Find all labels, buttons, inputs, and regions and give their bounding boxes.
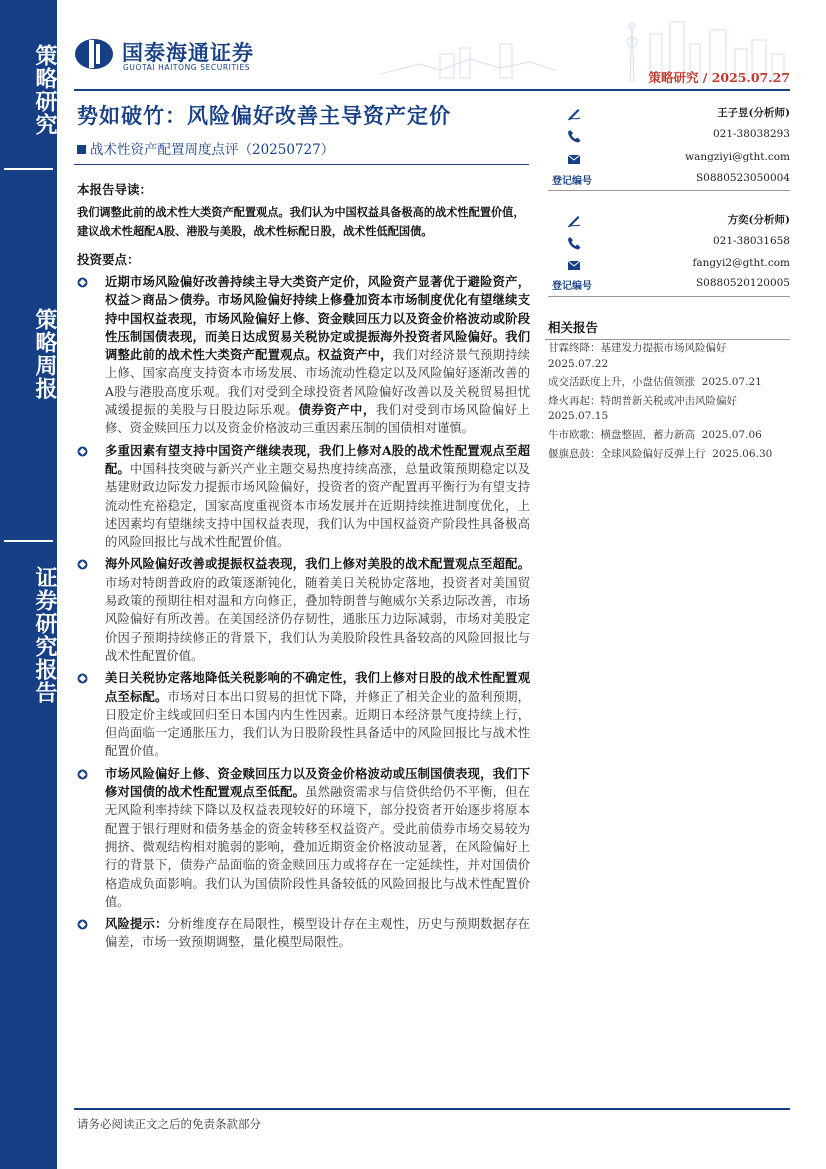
pen-icon	[566, 105, 582, 121]
company-logo-icon	[74, 38, 114, 70]
analyst-name-row	[548, 212, 790, 230]
sidebar-label-securities-report: 证券研究报告	[32, 566, 57, 704]
sidebar-label-strategy-research: 策略研究	[32, 44, 57, 136]
item-bold: 近期市场风险偏好改善持续主导大类资产定价，风险资产显著优于避险资产，权益＞商品＞债券。市场风险偏好持续上修叠加资本市场制度优化有望继续支持中国权益表现，市场风险偏好上修、资金赎回压力以及资金价格波动或阶段性压制国债表现，而美日达成贸易关税协定或提振海外投资者风险偏好。我们调整此前的战术性大类资产配置观点。权益资产中，	[105, 274, 530, 363]
analyst-phone-row	[548, 128, 790, 146]
item-bold-2: 债券资产中，	[298, 402, 376, 418]
list-item	[77, 669, 530, 760]
analyst-reg-no: S0880520120005	[695, 277, 790, 289]
analyst-reg-no: S0880523050004	[695, 172, 790, 184]
related-report-item[interactable]	[548, 375, 788, 391]
key-points-list	[77, 273, 530, 956]
item-text: 市场对特朗普政府的政策逐渐钝化，随着美日关税协定落地，投资者对美国贸易政策的预期往相对温和方向修正，叠加特朗普与鲍威尔关系边际改善，市场风险偏好有所改善。在美国经济仍存韧性，通胀压力边际减弱，市场对美股定价因子预期持续修正的背景下，我们认为美股阶段性具备较高的风险回报比与战术性配置价值。	[105, 575, 530, 663]
item-bold: 市场风险偏好上修、资金赎回压力以及资金价格波动或压制国债表现，我们下修对国债的战术性配置观点至低配。	[105, 765, 530, 800]
diamond-bullet-icon	[77, 769, 88, 780]
related-report-title: 烽火再起：特朗普新关税或冲击风险偏好	[548, 394, 737, 407]
phone-icon	[566, 128, 582, 144]
footer-divider	[74, 1108, 790, 1110]
email-icon	[566, 257, 582, 273]
disclaimer-note: 请务必阅读正文之后的免责条款部分	[77, 1117, 261, 1131]
analyst-reg-row	[548, 172, 790, 190]
guide-heading: 本报告导读：	[77, 182, 153, 197]
analyst-card	[548, 105, 790, 185]
analyst-email[interactable]: fangyi2@gtht.com	[692, 257, 790, 269]
subtitle-text: 战术性资产配置周度点评（20250727）	[90, 142, 335, 158]
item-bold: 美日关税协定落地降低关税影响的不确定性，我们上修对日股的战术性配置观点至标配。	[105, 670, 530, 704]
analyst-name: 王子昱(分析师)	[717, 107, 790, 119]
item-text: 市场对日本出口贸易的担忧下降，并修正了相关企业的盈利预期，日股定价主线或回归至日本国内内生性因素。近期日本经济景气度持续上行，但尚面临一定通胀压力，我们认为日股阶段性具备适中的风险回报比与战术性配置价值。	[105, 689, 530, 759]
title-divider	[74, 164, 529, 165]
report-category-date: 策略研究 / 2025.07.27	[648, 70, 790, 85]
analyst-name-row	[548, 105, 790, 123]
item-text: 分析维度存在局限性，模型设计存在主观性，历史与预期数据存在偏差，市场一致预期调整，量化模型局限性。	[105, 917, 530, 950]
reg-label: 登记编号	[552, 281, 592, 292]
related-report-item[interactable]	[548, 341, 788, 372]
related-report-date: 2025.07.15	[548, 410, 609, 423]
related-report-title: 偃旗息鼓：全球风险偏好反弹上行	[548, 447, 706, 460]
page-title: 势如破竹：风险偏好改善主导资产定价	[77, 103, 451, 128]
sidebar-label-weekly: 策略周报	[32, 308, 57, 400]
list-item	[77, 765, 530, 911]
diamond-bullet-icon	[77, 277, 88, 288]
related-divider	[545, 339, 790, 340]
related-report-title: 甘霖终降：基建发力提振市场风险偏好	[548, 342, 727, 354]
sidebar-divider	[4, 168, 53, 170]
analyst-email-row	[548, 151, 790, 169]
related-report-item[interactable]	[548, 447, 788, 463]
item-bold: 风险提示：	[105, 916, 168, 932]
brand-name-en: GUOTAI HAITONG SECURITIES	[123, 63, 251, 72]
analyst-email-row	[548, 257, 790, 275]
diamond-bullet-icon	[77, 559, 88, 570]
related-report-item[interactable]	[548, 428, 788, 444]
related-report-date: 2025.06.30	[712, 447, 773, 460]
reg-label: 登记编号	[552, 176, 592, 187]
page-subtitle	[77, 138, 334, 158]
analyst-divider	[548, 190, 790, 191]
item-bold: 海外风险偏好改善或提振权益表现，我们上修对美股的战术配置观点至超配。	[105, 556, 530, 572]
analyst-phone: 021-38031658	[712, 235, 790, 247]
item-text-2: 我们对受到市场风险偏好上修、资金赎回压力以及资金价格波动三重因素压制的国债相对谨慎。	[105, 403, 530, 436]
square-bullet-icon	[77, 145, 86, 154]
diamond-bullet-icon	[77, 446, 88, 457]
related-report-title: 牛市欧歌：横盘整固，蓄力新高	[548, 428, 695, 441]
related-report-title: 成交活跃度上升，小盘估值领涨	[548, 376, 695, 389]
list-item	[77, 555, 530, 665]
sidebar-divider	[4, 540, 53, 542]
item-text: 我们对经济景气预期持续上修、国家高度支持资本市场发展、市场流动性稳定以及风险偏好逐渐改善的A股与港股高度乐观。我们对受到全球投资者风险偏好改善以及关税贸易担忧减缓提振的美股与日股边际乐观。	[105, 348, 530, 418]
analyst-phone: 021-38038293	[712, 128, 790, 140]
related-report-date: 2025.07.22	[548, 357, 609, 370]
related-report-item[interactable]	[548, 394, 788, 425]
analyst-name: 方奕(分析师)	[727, 214, 790, 226]
related-reports-list	[548, 341, 788, 465]
analyst-email[interactable]: wangziyi@gtht.com	[685, 151, 790, 163]
pen-icon	[566, 212, 582, 228]
header-divider	[74, 89, 790, 91]
analyst-phone-row	[548, 235, 790, 253]
related-report-date: 2025.07.06	[701, 428, 762, 441]
analyst-reg-row	[548, 277, 790, 295]
related-report-date: 2025.07.21	[701, 376, 762, 389]
brand-name-cn: 国泰海通证券	[122, 41, 254, 65]
item-text: 中国科技突破与新兴产业主题交易热度持续高涨，总量政策预期稳定以及基建财政边际发力提振市场风险偏好，投资者的资产配置再平衡行为有望支持流动性充裕稳定，国家高度重视资本市场发展并在近期持续推进制度优化，上述因素均有望继续支持中国权益表现，我们认为中国权益资产阶段性具备极高的风险回报比与战术性配置价值。	[105, 461, 530, 550]
analyst-divider	[548, 296, 790, 297]
analyst-card	[548, 212, 790, 292]
diamond-bullet-icon	[77, 673, 88, 684]
points-heading: 投资要点：	[77, 252, 140, 267]
diamond-bullet-icon	[77, 919, 88, 930]
email-icon	[566, 151, 582, 167]
list-item	[77, 915, 530, 952]
related-reports-title: 相关报告	[548, 320, 599, 335]
phone-icon	[566, 235, 582, 251]
list-item	[77, 442, 530, 552]
item-text: 虽然融资需求与信贷供给仍不平衡，但在无风险利率持续下降以及权益表现较好的环境下，部分投资者开始逐步将原本配置于银行理财和债务基金的资金转移至权益资产。受此前债券市场交易较为拥挤、微观结构相对脆弱的影响，叠加近期资金价格波动显著，在风险偏好上行的背景下，债券产品面临的资金赎回压力或将存在一定延续性，并对国债价格造成负面影响。我们认为国债阶段性具备较低的风险回报比与战术性配置价值。	[105, 785, 530, 909]
guide-text: 我们调整此前的战术性大类资产配置观点。我们认为中国权益具备极高的战术性配置价值，建议战术性超配A股、港股与美股，战术性标配日股，战术性低配国债。	[77, 205, 525, 238]
list-item	[77, 273, 530, 438]
item-bold: 多重因素有望支持中国资产继续表现，我们上修对A股的战术性配置观点至超配。	[105, 442, 530, 476]
